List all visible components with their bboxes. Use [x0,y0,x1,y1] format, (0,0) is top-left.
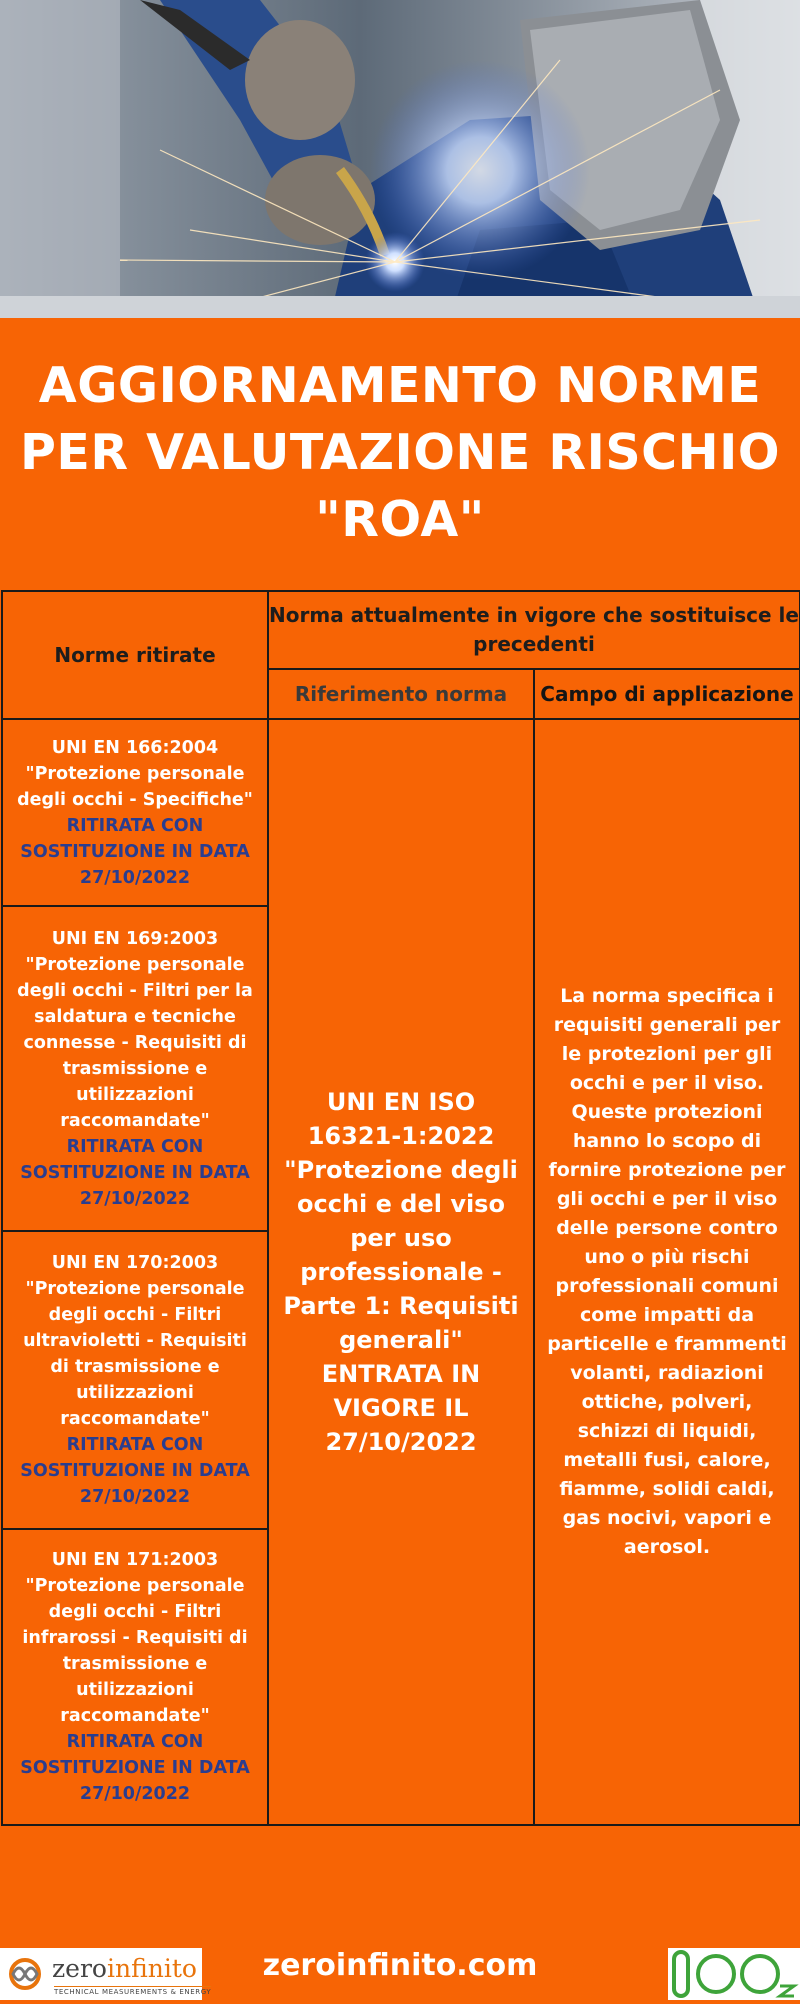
title-line-1: AGGIORNAMENTO NORME [38,357,762,414]
title-line-2: PER VALUTAZIONE RISCHIO [19,424,781,481]
title-line-3: "ROA" [315,491,485,548]
norm-status: RITIRATA CON SOSTITUZIONE IN DATA 27/10/2022 [20,1435,250,1507]
norm-desc: "Protezione personale degli occhi - Filtri per la saldatura e tecniche connesse - Requisiti di trasmissione e utilizzazioni raccomandate" [17,954,253,1131]
new-norm-scope: La norma specifica i requisiti generali per le protezioni per gli occhi e per il viso. Queste protezioni hanno lo scopo di fornire protezione per gli occhi e per il viso delle persone contro uno o più rischi professionali comuni come impatti da particelle e frammenti volanti, radiazioni ottiche, polveri, schizzi di liquidi, metalli fusi, calore, fiamme, solidi caldi, gas nocivi, vapori e aerosol. [534,719,800,1825]
norm-status: RITIRATA CON SOSTITUZIONE IN DATA 27/10/2022 [20,815,250,888]
zero-co2-logo [668,1948,800,2000]
norm-desc: "Protezione personale degli occhi - Filtri ultravioletti - Requisiti di trasmissione e utilizzazioni raccomandate" [23,1279,247,1429]
header-reference: Riferimento norma [268,669,534,719]
norms-table [1,590,800,1826]
norm-ref: UNI EN 169:2003 [51,928,219,949]
header-withdrawn-norms: Norme ritirate [2,591,268,719]
page-title [0,352,800,553]
norm-desc: "Protezione personale degli occhi - Specifiche" [17,763,253,810]
logo-name: zeroinfinito [52,1954,197,1983]
co2-leaf-icon [668,1948,800,2000]
norm-ref: UNI EN 166:2004 [51,737,219,758]
norm-ref: UNI EN 171:2003 [51,1550,219,1570]
new-norm-reference: UNI EN ISO 16321-1:2022 "Protezione degli occhi e del viso per uso professionale - Parte 1: Requisiti generali" ENTRATA IN VIGORE IL 27/10/2022 [268,719,534,1825]
footer-website-link[interactable]: zeroinfinito.com [262,1948,538,1983]
header-scope: Campo di applicazione [534,669,800,719]
logo-tagline: TECHNICAL MEASUREMENTS & ENERGY [54,1988,212,1996]
norm-desc: "Protezione personale degli occhi - Filtri infrarossi - Requisiti di trasmissione e utilizzazioni raccomandate" [22,1576,248,1726]
withdrawn-norm-2 [2,906,268,1231]
withdrawn-norm-1 [2,719,268,906]
norm-status: RITIRATA CON SOSTITUZIONE IN DATA 27/10/2022 [20,1136,250,1209]
withdrawn-norm-4 [2,1529,268,1825]
hero-welding-photo [0,0,800,318]
withdrawn-norm-3 [2,1231,268,1529]
norm-status: RITIRATA CON SOSTITUZIONE IN DATA 27/10/2022 [20,1732,250,1804]
header-current-norm: Norma attualmente in vigore che sostituisce le precedenti [268,591,800,669]
norm-ref: UNI EN 170:2003 [51,1253,219,1273]
